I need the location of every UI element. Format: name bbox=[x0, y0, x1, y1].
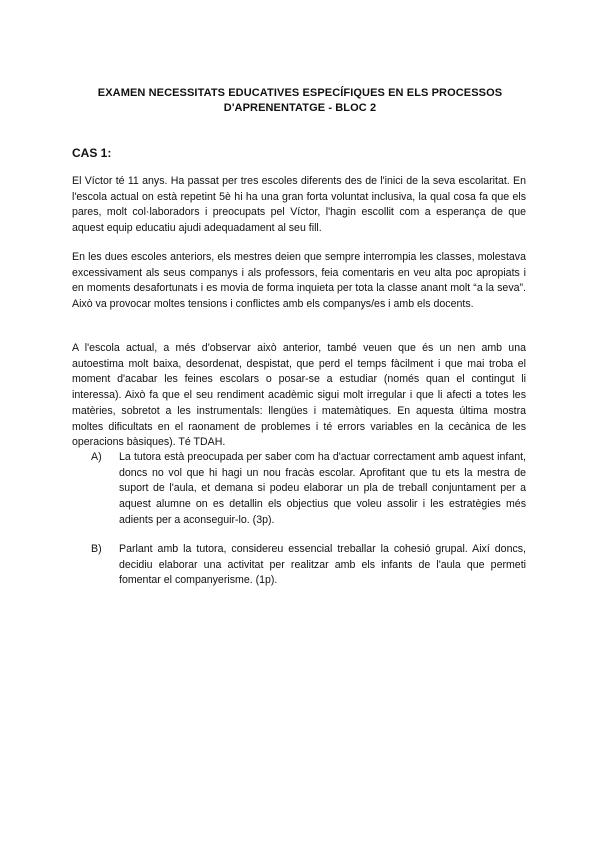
paragraph-previous-schools: En les dues escoles anteriors, els mestres deien que sempre interrompia les classes, molestava excessivament als seus companys i als professors, feia comentaris en veu alta poc apropiats i en moments desafortunats i es movia de forma inquieta per tota la classe anant molt “a la seva”. Això va provocar moltes tensions i conflictes amb els companys/es i amb els docents. bbox=[72, 251, 526, 311]
case-heading: CAS 1: bbox=[72, 146, 112, 160]
question-marker-a: A) bbox=[91, 451, 102, 463]
question-item-b bbox=[91, 542, 526, 589]
paragraph-current-school: A l'escola actual, a més d'observar això anterior, també veuen que és un nen amb una autoestima molt baixa, desordenat, despistat, que perd el temps fàcilment i que mai troba el moment d'acabar les feines escolars o posar-se a estudiar (només quan el contingut li interessa). Això fa que el seu rendiment acadèmic sigui molt irregular i que li afecti a totes les matèries, sobretot a les instrumentals: llengües i matemàtiques. En aquesta última mostra moltes dificultats en el raonament de problemes i té errors variables en la cecànica de les operacions bàsiques). Té TDAH. bbox=[72, 342, 526, 449]
title-line-2: D'APRENENTATGE - BLOC 2 bbox=[223, 102, 377, 114]
question-text-a: La tutora està preocupada per saber com ha d'actuar correctament amb aquest infant, doncs no vol que hi hagi un nou fracàs escolar. Aprofitant que tu ets la mestra de suport de l'aula, et demana si podeu elaborar un pla de treball conjuntament per a aquest alumne on es detallin els objectius que voleu assolir i les estratègies més adients per a aconseguir-lo. (3p). bbox=[119, 451, 526, 526]
paragraph-intro: El Víctor té 11 anys. Ha passat per tres escoles diferents des de l'inici de la seva escolaritat. En l'escola actual on està repetint 5è hi ha una gran forta voluntat inclusiva, la qual cosa fa que els pares, molt col·laboradors i preocupats pel Víctor, l'hagin escollit com a esperança de que aquest equip educatiu ajudi adequadament al seu fill. bbox=[72, 175, 526, 235]
question-item-a bbox=[91, 450, 526, 529]
question-marker-b: B) bbox=[91, 543, 102, 555]
document-title bbox=[90, 86, 510, 116]
title-line-1: EXAMEN NECESSITATS EDUCATIVES ESPECÍFIQUES EN ELS PROCESSOS bbox=[97, 87, 503, 99]
question-text-b: Parlant amb la tutora, considereu essencial treballar la cohesió grupal. Així doncs, decidiu elaborar una activitat per realitzar amb els infants de l'aula que permeti fomentar el companyerisme. (1p). bbox=[119, 543, 526, 587]
